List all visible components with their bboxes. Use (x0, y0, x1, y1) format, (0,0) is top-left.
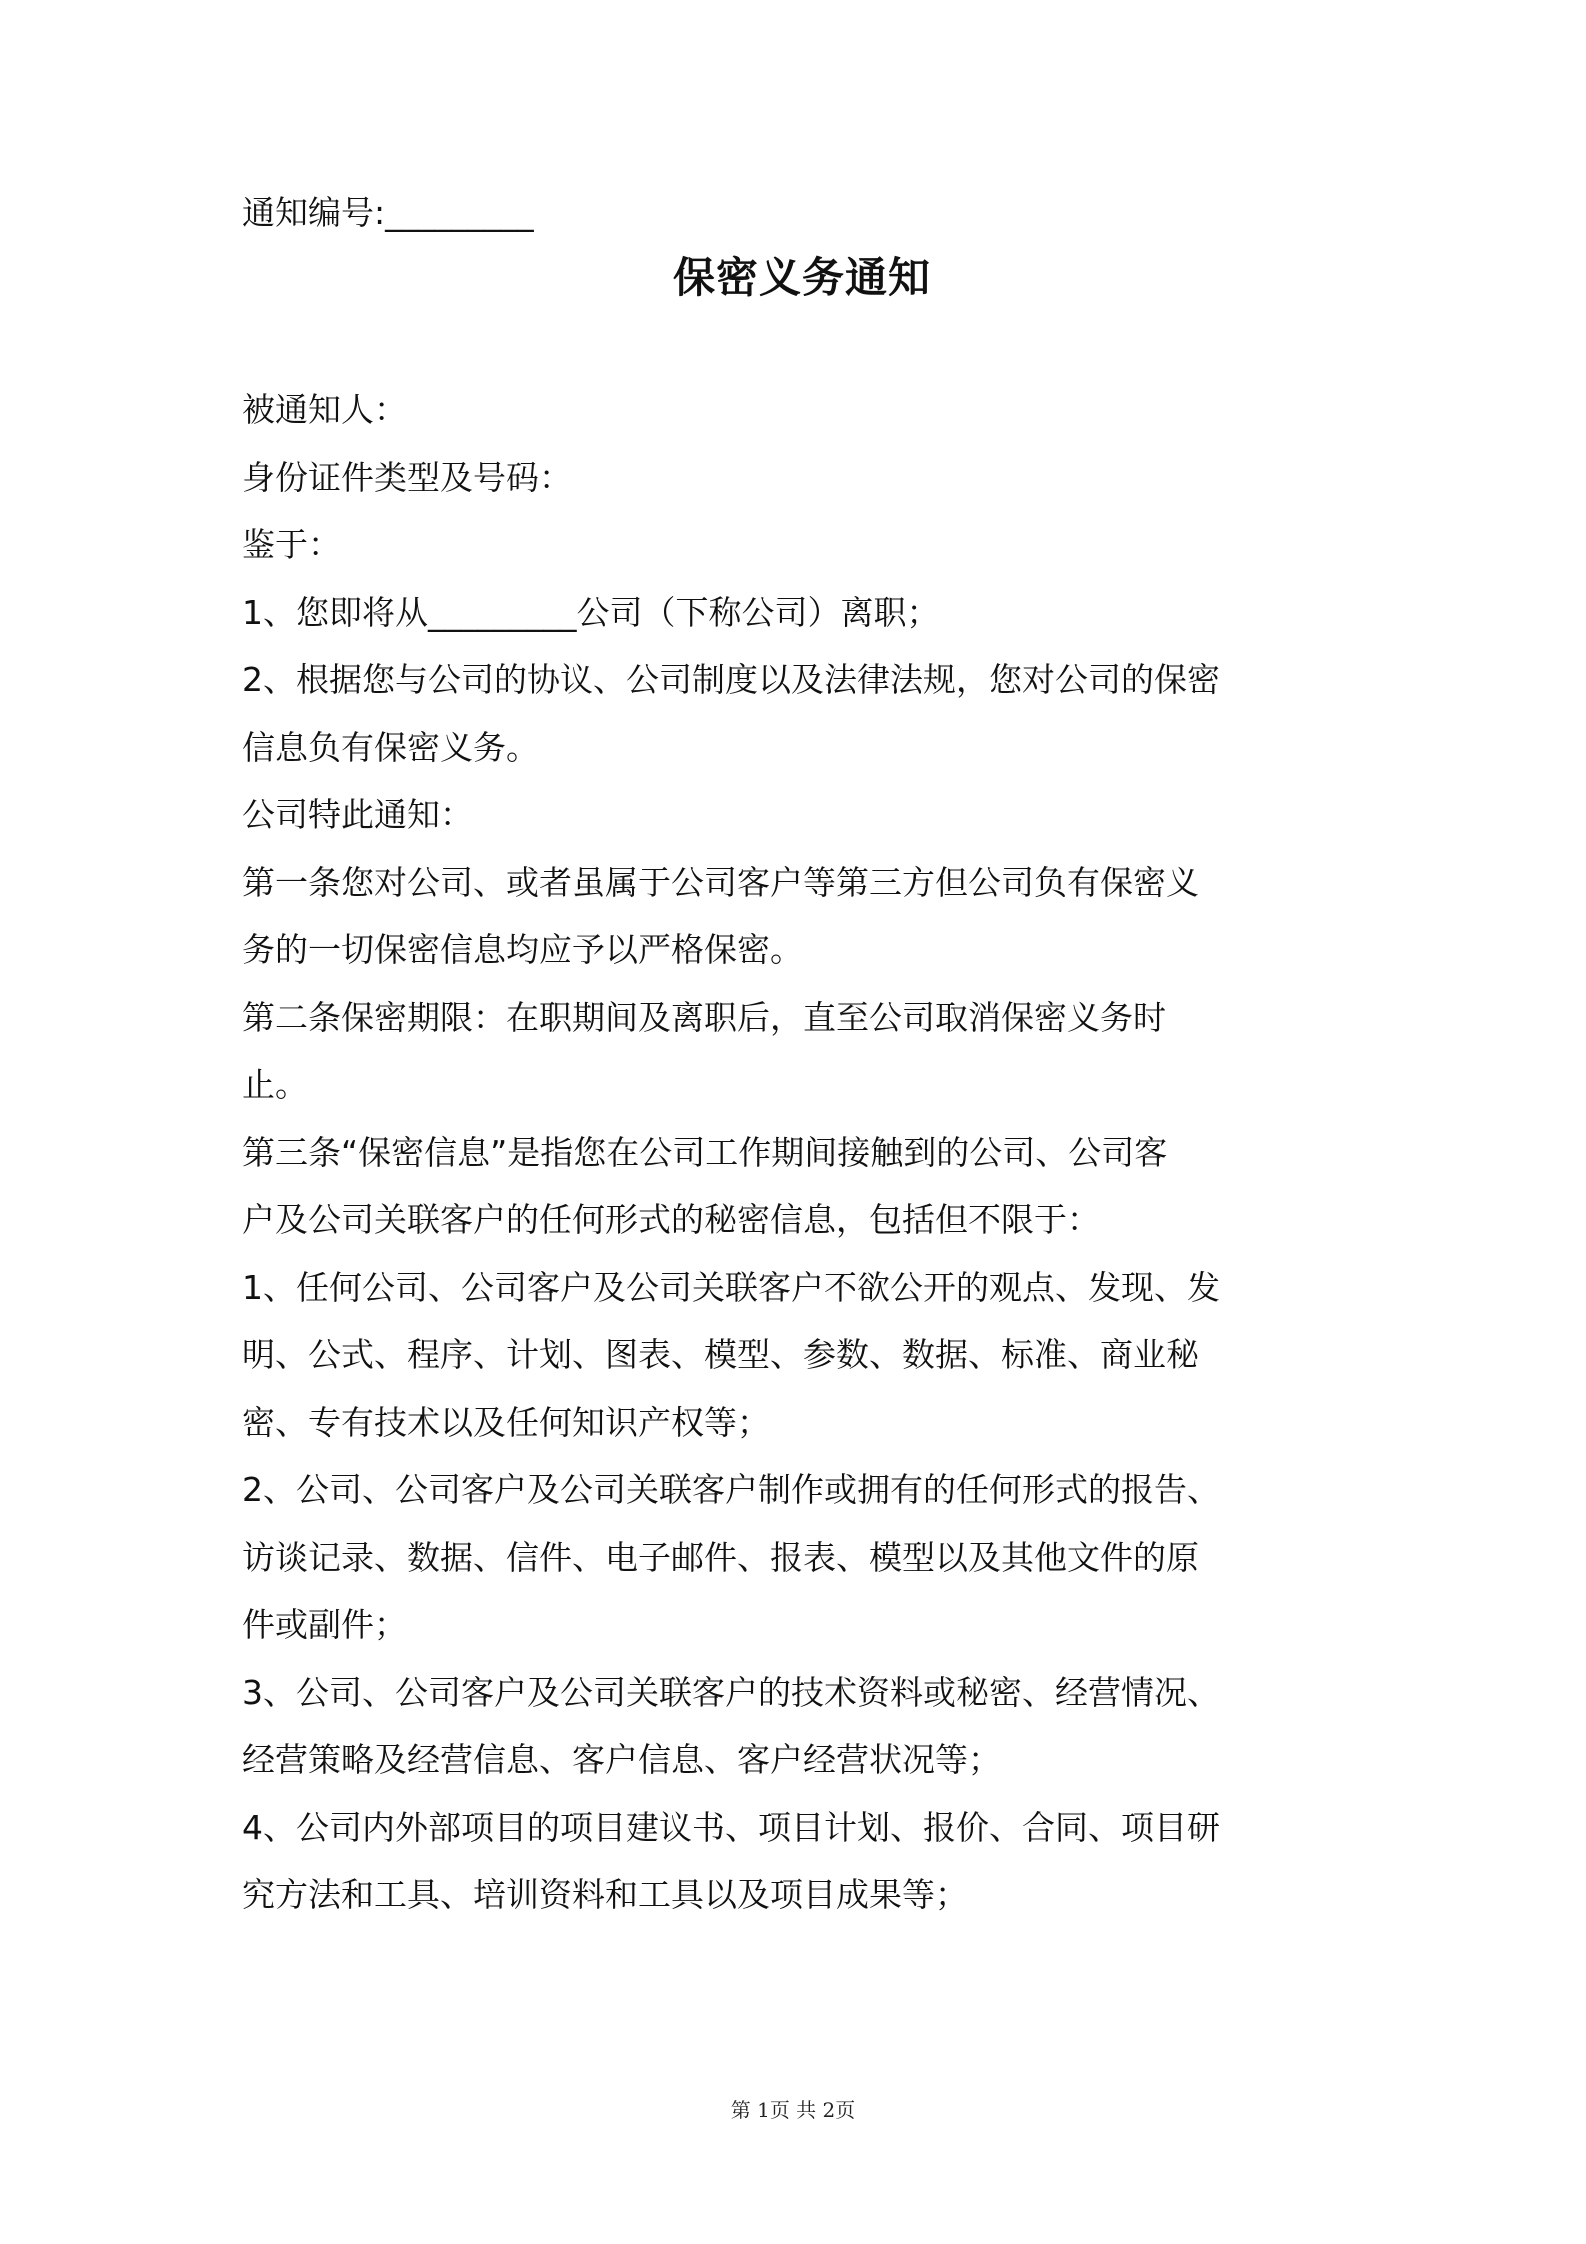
text-line: 3、公司、公司客户及公司关联客户的技术资料或秘密、经营情况、 (242, 1672, 1220, 1712)
document-body (242, 188, 1362, 1929)
text-line: 第三条“保密信息”是指您在公司工作期间接触到的公司、公司客 (242, 1132, 1168, 1172)
text-line: 止。 (242, 1065, 308, 1104)
text-line: 究方法和工具、培训资料和工具以及项目成果等； (242, 1875, 968, 1914)
text-line: 信息负有保密义务。 (242, 727, 539, 767)
document-title: 保密义务通知 (672, 253, 931, 302)
text-line: 2、根据您与公司的协议、公司制度以及法律法规，您对公司的保密 (242, 660, 1220, 699)
text-line: 1、任何公司、公司客户及公司关联客户不欲公开的观点、发现、发 (242, 1267, 1220, 1307)
text-line: 户及公司关联客户的任何形式的秘密信息，包括但不限于： (242, 1200, 1100, 1239)
text-line: 密、专有技术以及任何知识产权等； (242, 1402, 770, 1442)
text-line: 2、公司、公司客户及公司关联客户制作或拥有的任何形式的报告、 (242, 1470, 1220, 1509)
text-line-id-type: 身份证件类型及号码： (242, 457, 572, 497)
text-line: 经营策略及经营信息、客户信息、客户经营状况等； (242, 1740, 1001, 1779)
text-line-notified-person: 被通知人： (242, 390, 407, 429)
page-footer: 第 1页 共 2页 (730, 2098, 856, 2122)
text-line: 4、公司内外部项目的项目建议书、项目计划、报价、合同、项目研 (242, 1807, 1220, 1847)
text-line: 务的一切保密信息均应予以严格保密。 (242, 930, 803, 969)
text-line: 公司特此通知： (242, 795, 473, 834)
text-line: 访谈记录、数据、信件、电子邮件、报表、模型以及其他文件的原 (242, 1537, 1199, 1577)
text-line: 明、公式、程序、计划、图表、模型、参数、数据、标准、商业秘 (242, 1335, 1199, 1374)
text-line: 第二条保密期限：在职期间及离职后，直至公司取消保密义务时 (242, 997, 1166, 1037)
text-line: 件或副件； (242, 1605, 407, 1644)
text-line: 第一条您对公司、或者虽属于公司客户等第三方但公司负有保密义 (242, 862, 1199, 902)
text-line-whereas: 鉴于： (242, 525, 341, 564)
text-line: 1、您即将从_________公司（下称公司）离职； (242, 592, 940, 632)
notice-number: 通知编号:_________ (242, 193, 534, 232)
